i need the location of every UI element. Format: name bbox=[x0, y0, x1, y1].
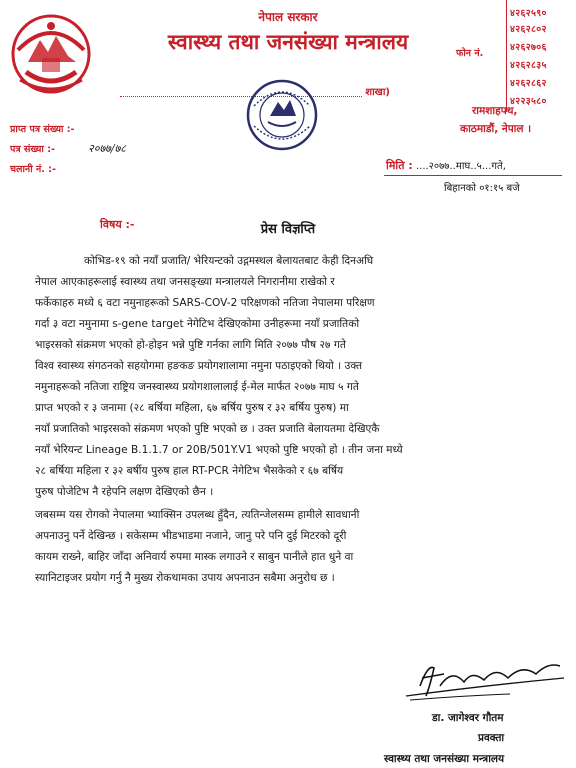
branch-label: शाखा) bbox=[363, 84, 390, 98]
letter-number-value: २०७७/७८ bbox=[88, 142, 127, 155]
body-line: प्राप्त भएको र ३ जनामा (२८ बर्षिया महिला, ६७ बर्षिय पुरुष र ३२ बर्षिय पुरुष) मा bbox=[35, 402, 349, 414]
body-line: कोभिड-१९ को नयाँ प्रजाति/ भेरियन्टको उद्गमस्थल बेलायतबाट केही दिनअघि bbox=[84, 255, 374, 267]
body-line: फर्केकाहरु मध्ये ६ वटा नमुनाहरूको SARS-COV-2 परिक्षणको नतिजा नेपालमा परिक्षण bbox=[35, 297, 375, 309]
body-line: स्यानिटाइजर प्रयोग गर्नु नै मुख्य रोकथामका उपाय अपनाउन सबैमा अनुरोध छ । bbox=[35, 572, 335, 584]
body-line: पुरुष पोजेटिभ नै रहेपनि लक्षण देखिएको छैन । bbox=[35, 486, 214, 498]
phone-number: ४२६२८३५ bbox=[510, 60, 547, 71]
body-line: नयाँ प्रजातिको भाइरसको संक्रमण भएको पुष्टि भएको छ । उक्त प्रजाति बेलायतमा देखिएकै bbox=[35, 423, 380, 435]
phone-label: फोन नं. bbox=[456, 48, 484, 59]
government-heading: नेपाल सरकार bbox=[258, 10, 318, 24]
date-divider bbox=[384, 175, 562, 176]
date-row bbox=[386, 158, 506, 173]
signatory-name: डा. जागेश्वर गौतम bbox=[432, 712, 504, 724]
body-line: नयाँ भेरियन्ट Lineage B.1.1.7 or 20B/501Y.V1 भएको पुष्टि भएको हो । तीन जना मध्ये bbox=[35, 444, 403, 456]
document-title: प्रेस विज्ञप्ति bbox=[260, 222, 316, 237]
address-line-1: रामशाहपथ, bbox=[472, 105, 518, 117]
phone-number: ४२६२७०६ bbox=[510, 42, 547, 53]
body-line: नमुनाहरूको नतिजा राष्ट्रिय जनस्वास्थ्य प्रयोगशालालाई ई-मेल मार्फत २०७७ माघ ५ गते bbox=[35, 381, 359, 393]
signatory-role: प्रवक्ता bbox=[478, 732, 505, 744]
body-line: २८ बर्षिया महिला र ३२ बर्षीय पुरुष हाल RT-PCR नेगेटिभ भैसकेको र ६७ बर्षिय bbox=[35, 465, 344, 477]
date-value: ....२०७७..माघ..५...गते, bbox=[415, 161, 506, 172]
subject-label: विषय :- bbox=[100, 218, 135, 231]
dispatch-number-label: चलानी नं. :- bbox=[10, 164, 56, 175]
body-line: अपनाउनु पर्ने देखिन्छ । सकेसम्म भीडभाडमा नजाने, जानु परे पनि दुई मिटरको दूरी bbox=[35, 530, 347, 542]
time-value: बिहानको ०१:१५ बजे bbox=[444, 183, 520, 194]
body-line: नेपाल आएकाहरूलाई स्वास्थ्य तथा जनसङ्ख्या मन्त्रालयले निगरानीमा राखेको र bbox=[35, 276, 335, 288]
body-line: गर्दा ३ वटा नमुनामा s-gene target नेगेटिभ देखिएकोमा उनीहरूमा नयाँ प्रजातिको bbox=[35, 318, 360, 330]
address-line-2: काठमाडौं, नेपाल । bbox=[460, 123, 532, 135]
phone-number: ४२२३५८० bbox=[510, 96, 547, 107]
ministry-heading: स्वास्थ्य तथा जनसंख्या मन्त्रालय bbox=[167, 30, 409, 54]
received-number-label: प्राप्त पत्र संख्या :- bbox=[10, 124, 75, 135]
handwritten-signature bbox=[400, 656, 570, 704]
body-line: विश्व स्वास्थ्य संगठनको सहयोगमा हङकङ प्रयोगशालामा नमुना पठाइएको थियो । उक्त bbox=[35, 360, 363, 372]
ministry-seal-stamp bbox=[242, 76, 322, 154]
body-line: जबसम्म यस रोगको नेपालमा भ्याक्सिन उपलब्ध हुँदैन, त्यतिन्जेलसम्म हामीले सावधानी bbox=[35, 509, 360, 521]
phone-number: ४२६२८६२ bbox=[510, 78, 547, 89]
letter-number-label: पत्र संख्या :- bbox=[10, 144, 55, 155]
body-line: भाइरसको संक्रमण भएको हो-होइन भन्ने पुष्टि गर्नका लागि मिति २०७७ पौष २७ गते bbox=[35, 339, 346, 351]
signatory-organization: स्वास्थ्य तथा जनसंख्या मन्त्रालय bbox=[384, 753, 505, 765]
phone-number: ४२६२५९० bbox=[510, 8, 547, 19]
date-label: मिति : bbox=[386, 159, 413, 172]
body-line: कायम राख्ने, बाहिर जाँदा अनिवार्य रुपमा मास्क लगाउने र साबुन पानीले हात धुने वा bbox=[35, 551, 354, 563]
phone-number: ४२६२८०२ bbox=[510, 24, 547, 35]
